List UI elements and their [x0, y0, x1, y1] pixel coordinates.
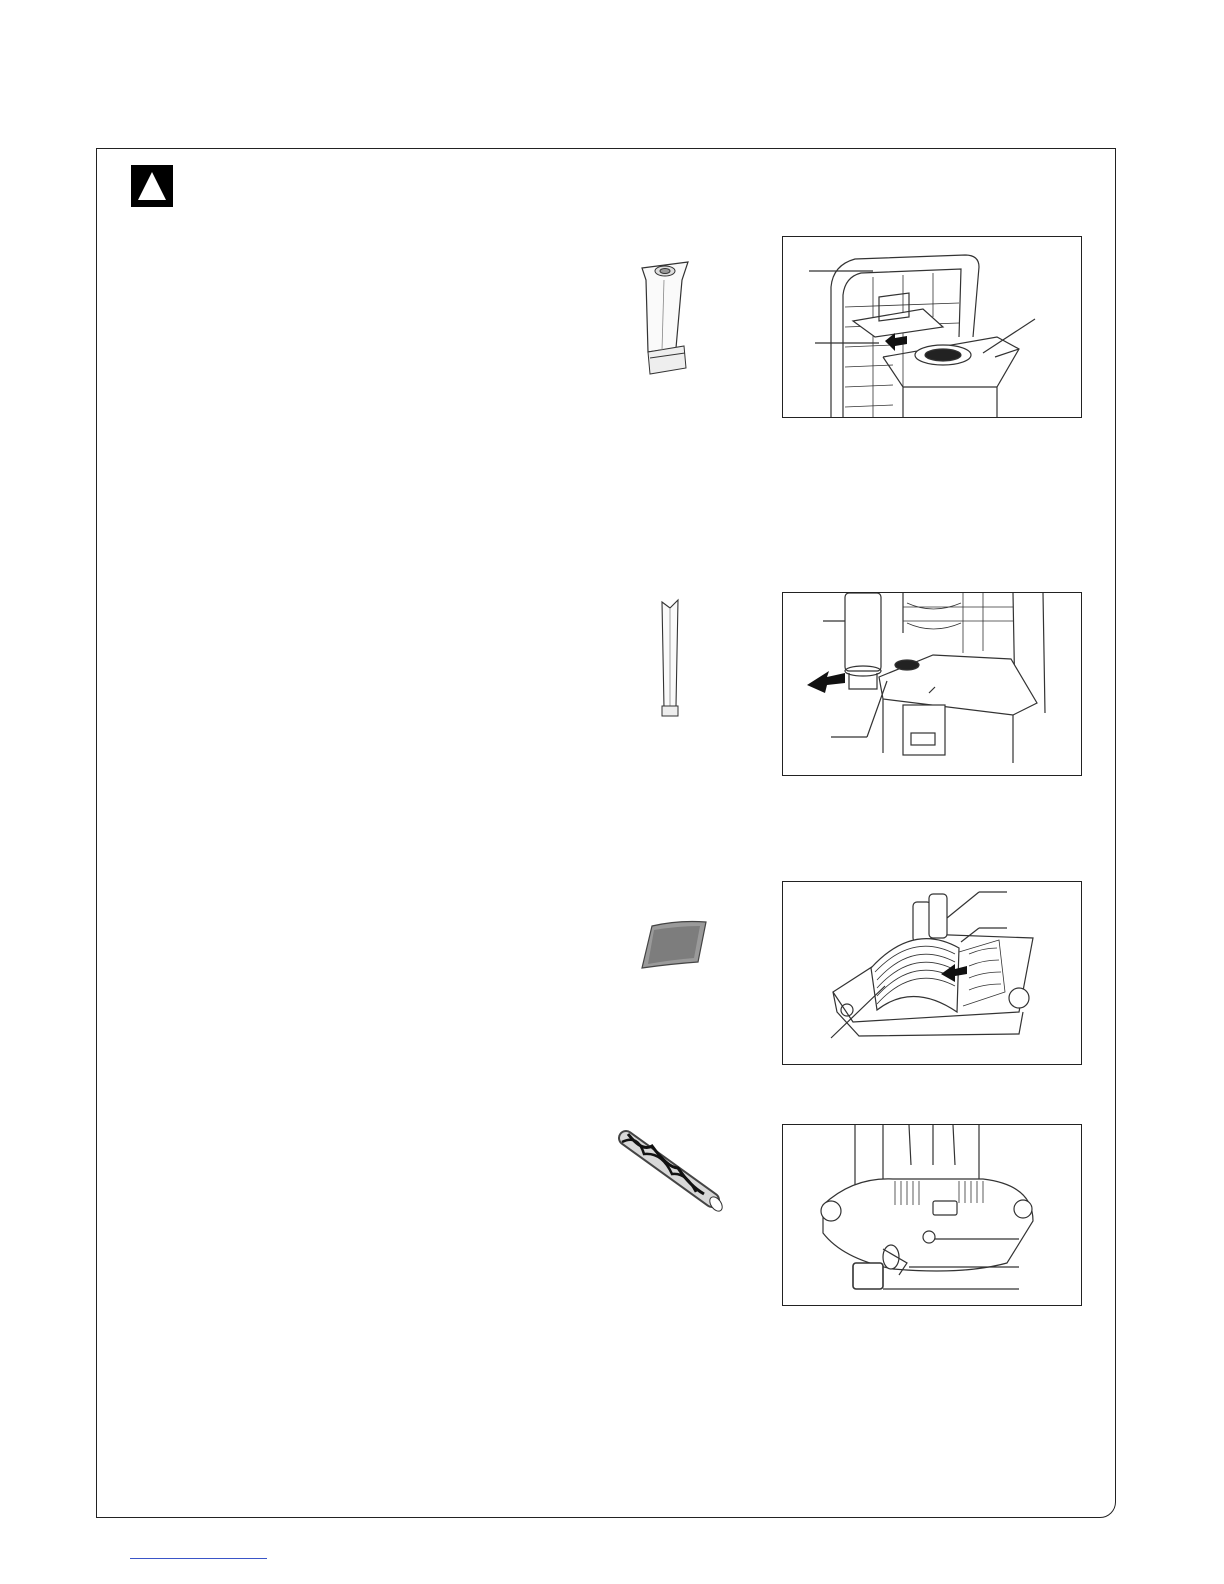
warning-triangle-icon: [131, 165, 173, 207]
bag-compartment-diagram: [782, 236, 1082, 418]
brush-roll-diagram: [782, 1124, 1082, 1306]
brush-roll-icon: [612, 1128, 724, 1218]
exhaust-filter-diagram: [782, 881, 1082, 1065]
exhaust-filter-icon: [638, 918, 710, 974]
filter-removal-diagram: [782, 592, 1082, 776]
footer-link-underline[interactable]: [130, 1558, 267, 1559]
paper-bag-icon: [636, 258, 696, 378]
filter-tube-icon: [650, 598, 690, 724]
